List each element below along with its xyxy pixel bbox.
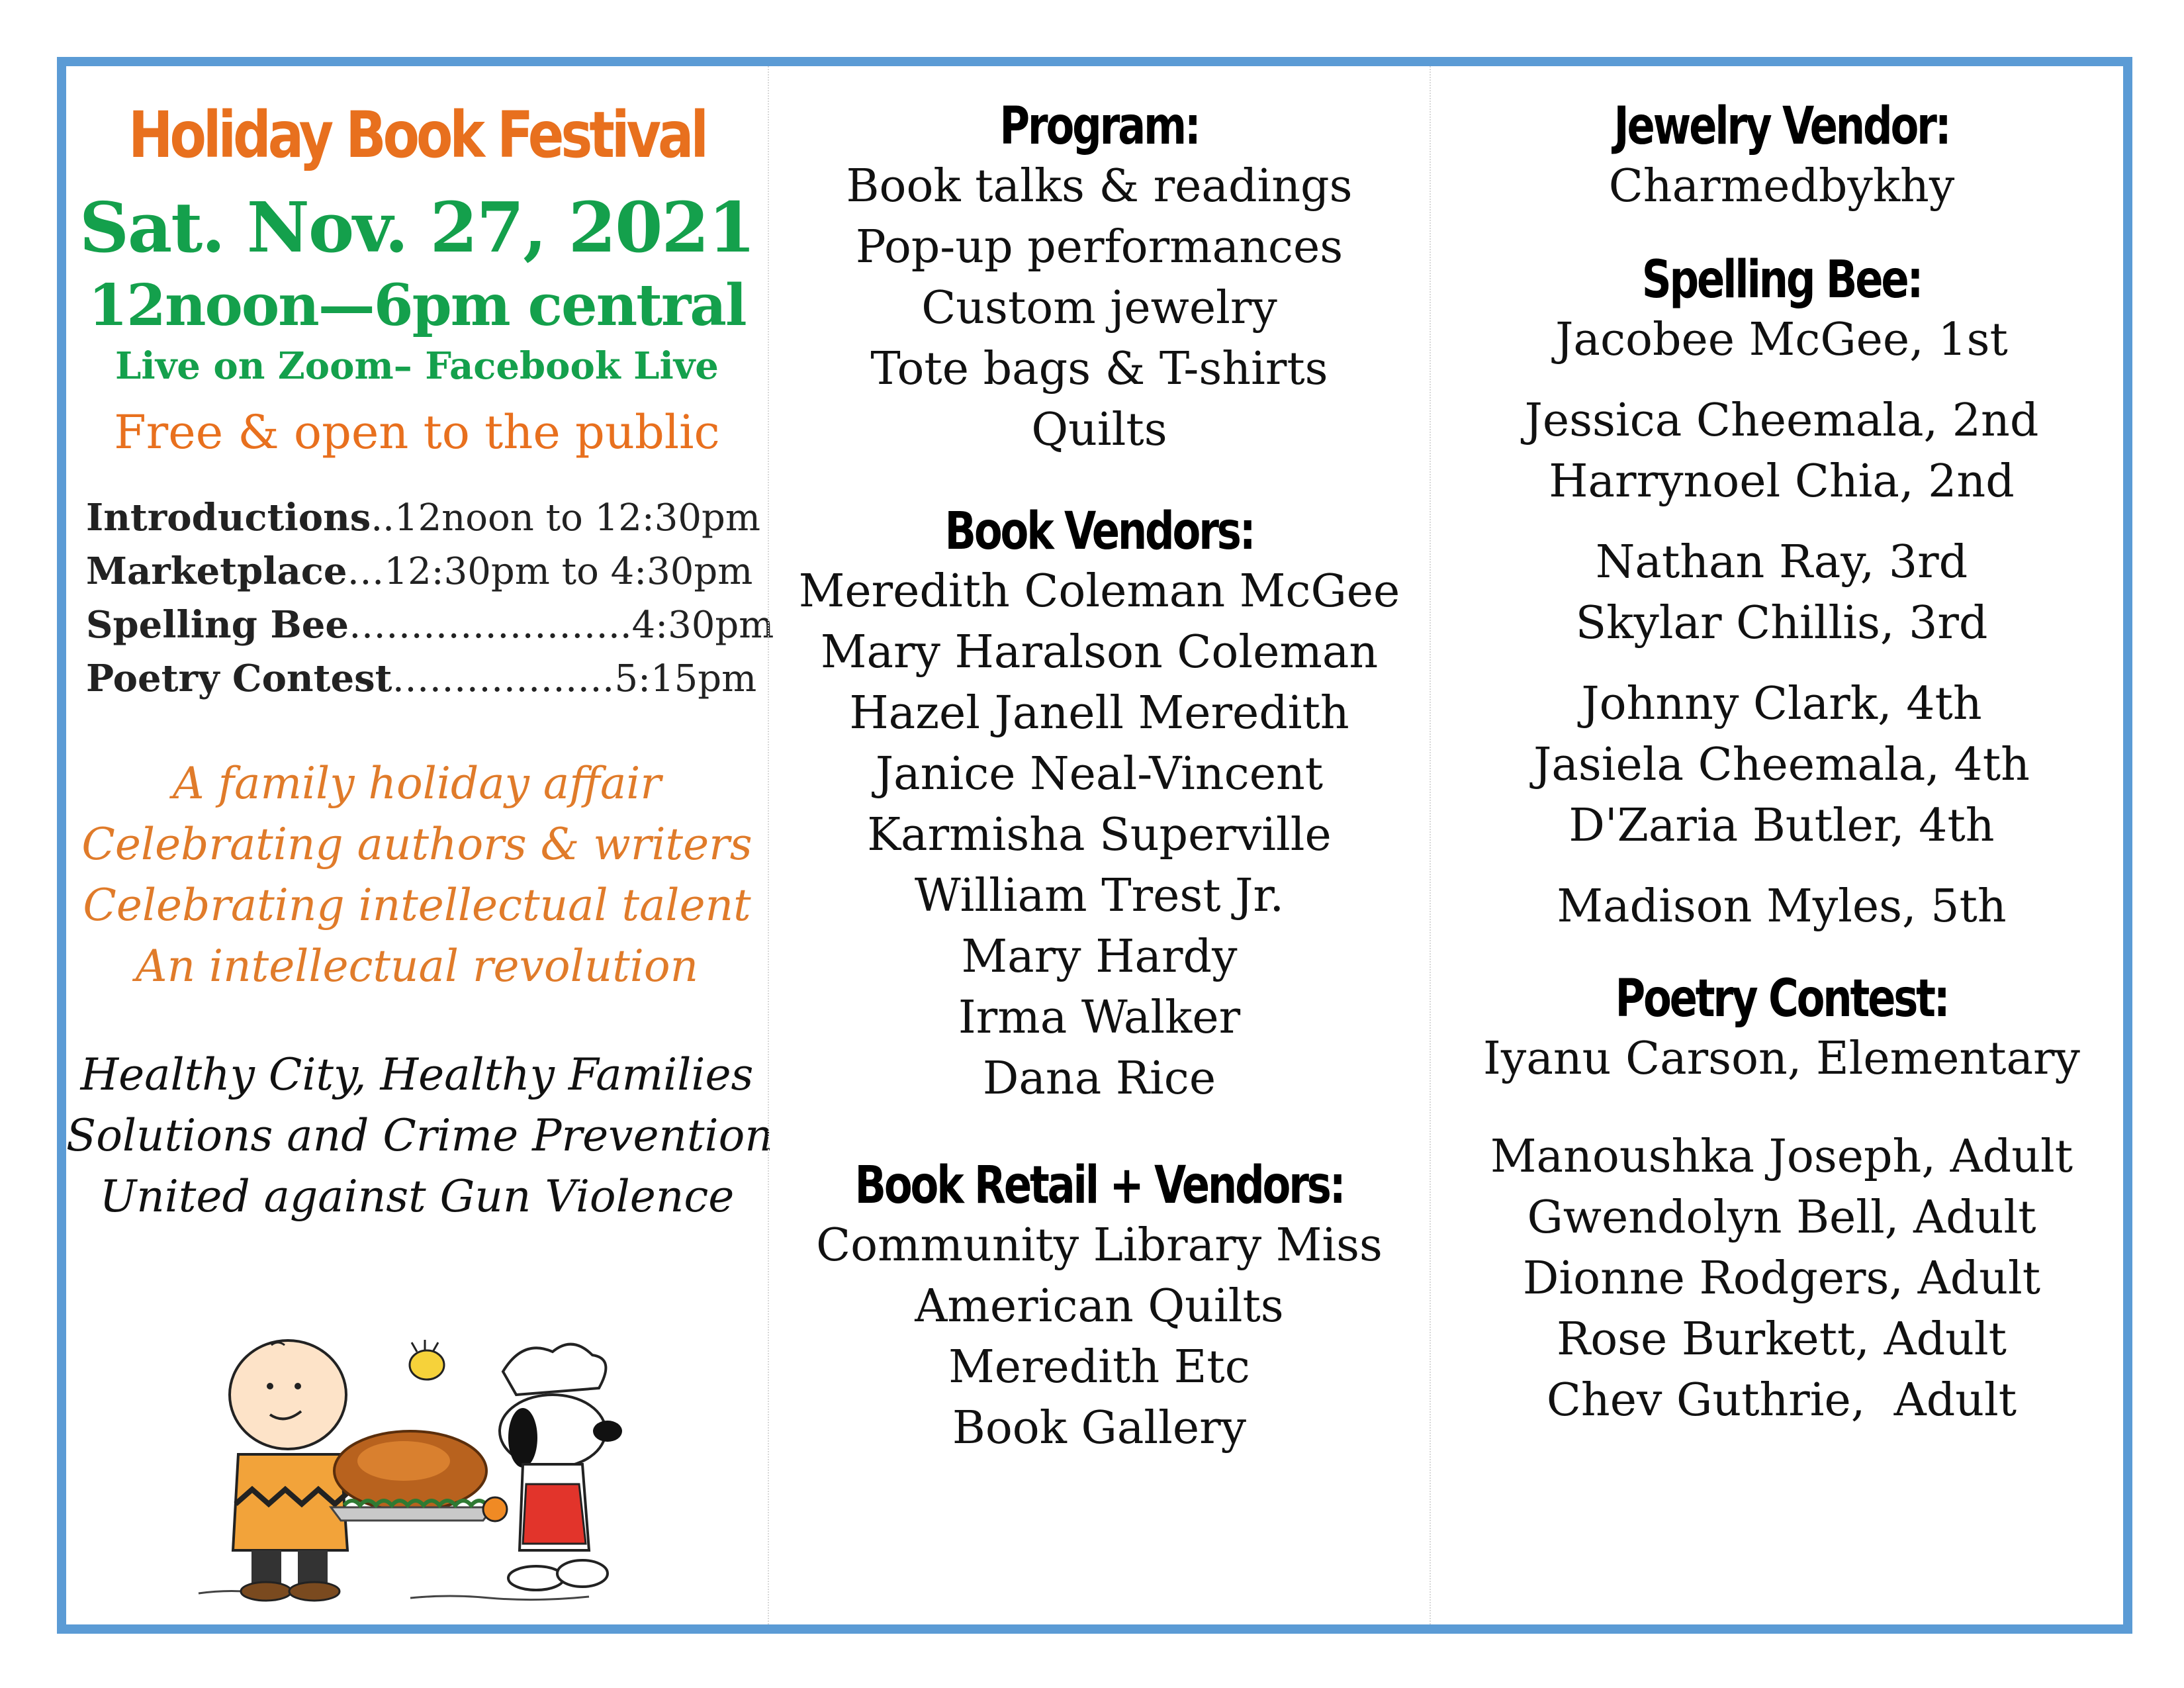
bird-figure [410,1340,444,1380]
result-item: Harrynoel Chia, 2nd [1549,455,2015,508]
tagline: Celebrating authors & writers [81,819,752,870]
result-item: Chev Guthrie, Adult [1546,1374,2017,1427]
event-time: 12noon—6pm central [88,272,746,339]
book-retail-list [769,1215,1430,1459]
event-date: Sat. Nov. 27, 2021 [79,187,755,268]
program-item: Custom jewelry [921,282,1277,334]
vendor-item: Mary Hardy [961,931,1238,983]
schedule-item-time: …………………..4:30pm [349,604,774,647]
retail-item: Meredith Etc [948,1341,1250,1393]
result-item: Manoushka Joseph, Adult [1490,1131,2073,1183]
jewelry-vendor-heading: Jewelry Vendor: [1614,97,1950,156]
schedule [86,491,774,706]
poetry-contest-heading: Poetry Contest: [1615,969,1948,1029]
flyer-frame [57,57,2132,1634]
schedule-item-time: ..12noon to 12:30pm [371,496,760,539]
result-item: Jacobee McGee, 1st [1555,314,2008,366]
result-item: Jasiela Cheemala, 4th [1533,739,2030,791]
schedule-row [86,545,768,598]
vendor-item: Janice Neal-Vincent [875,748,1324,800]
schedule-item-time: ………………5:15pm [392,657,757,700]
festival-title: Holiday Book Festival [128,98,705,172]
mission-line: United against Gun Violence [99,1171,735,1222]
left-panel [66,66,774,1624]
live-platforms: Live on Zoom– Facebook Live [115,344,719,388]
mission-line: Solutions and Crime Prevention [66,1110,773,1161]
program-item: Tote bags & T-shirts [870,343,1328,395]
book-vendors-heading: Book Vendors: [944,502,1254,561]
vendor-item: Irma Walker [958,992,1241,1044]
schedule-item-name: Marketplace [86,549,347,593]
free-notice: Free & open to the public [114,405,720,459]
taglines [66,753,768,997]
tagline: An intellectual revolution [135,941,699,992]
schedule-item-name: Introductions [86,496,371,539]
program-item: Quilts [1031,404,1167,456]
schedule-row [86,491,768,545]
vendor-item: Mary Haralson Coleman [820,626,1379,679]
spelling-bee-heading: Spelling Bee: [1641,250,1922,310]
vendor-item: Karmisha Superville [867,809,1332,861]
tagline: A family holiday affair [173,758,661,809]
book-retail-heading: Book Retail + Vendors: [854,1156,1344,1215]
result-item: Dionne Rodgers, Adult [1522,1252,2041,1305]
vendor-item: William Trest Jr. [914,870,1285,922]
jewelry-vendor-name: Charmedbykhy [1608,160,1955,212]
result-item: Gwendolyn Bell, Adult [1527,1192,2036,1244]
result-item: D'Zaria Butler, 4th [1569,800,1995,852]
program-item: Book talks & readings [846,160,1353,212]
result-item: Iyanu Carson, Elementary [1483,1033,2080,1085]
cartoon-illustration [192,1332,668,1610]
schedule-item-name: Poetry Contest [86,657,392,700]
schedule-row [86,652,768,706]
result-item: Rose Burkett, Adult [1557,1313,2007,1366]
retail-item: American Quilts [915,1280,1284,1333]
retail-item: Community Library Miss [816,1219,1383,1272]
result-item: Jessica Cheemala, 2nd [1524,395,2039,447]
vendor-item: Dana Rice [982,1053,1216,1105]
program-item: Pop-up performances [855,221,1343,273]
right-panel [1430,66,2132,1624]
poetry-contest-results [1431,1029,2132,1431]
retail-item: Book Gallery [952,1402,1247,1454]
mission-line: Healthy City, Healthy Families [80,1049,754,1100]
program-heading: Program: [999,97,1199,156]
schedule-item-name: Spelling Bee [86,603,349,647]
vendor-item: Hazel Janell Meredith [849,687,1349,739]
tagline: Celebrating intellectual talent [83,880,751,931]
spelling-bee-results [1431,310,2132,937]
middle-panel [768,66,1430,1624]
mission-statements [66,1045,773,1227]
schedule-row [86,598,774,652]
book-vendors-list [769,561,1430,1109]
result-item: Madison Myles, 5th [1557,880,2007,933]
turkey-platter [331,1431,493,1521]
dog-figure [483,1344,622,1590]
result-item: Nathan Ray, 3rd [1595,536,1968,588]
schedule-item-time: …12:30pm to 4:30pm [347,550,753,593]
vendor-item: Meredith Coleman McGee [798,565,1400,618]
program-list [769,156,1430,461]
result-item: Johnny Clark, 4th [1581,678,1982,730]
result-item: Skylar Chillis, 3rd [1575,597,1988,649]
